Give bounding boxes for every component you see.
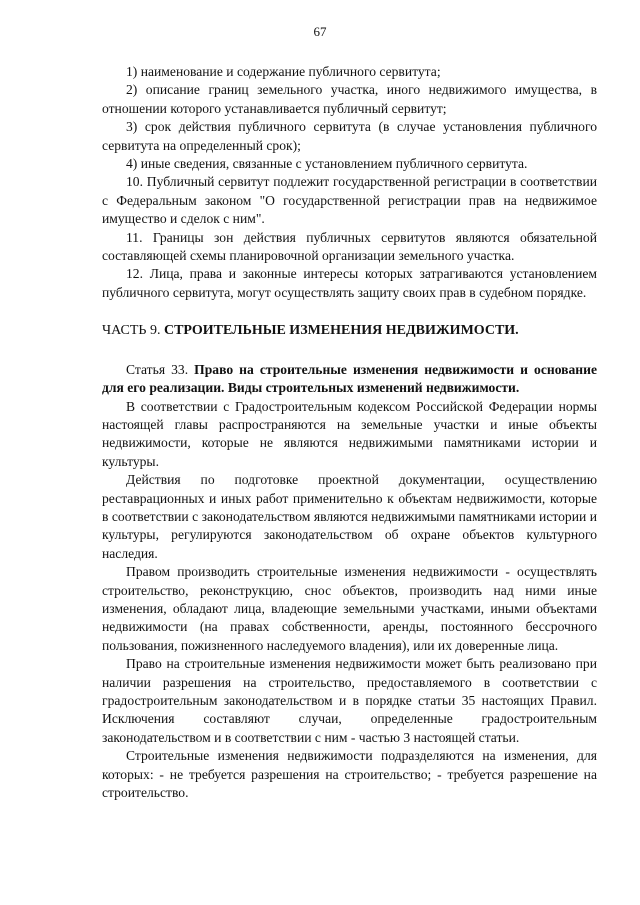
article-paragraph-1: В соответствии с Градостроительным кодексом Российской Федерации нормы настоящей главы распространяются на земельные участки и иные объекты недвижимости, которые не являются недвижимыми памятниками истории и культуры. bbox=[102, 398, 597, 469]
article-paragraph-2: Действия по подготовке проектной документации, осуществлению реставрационных и иных работ применительно к объектам недвижимости, которые в соответствии с законодательством являются недвижимыми памятниками истории и культуры, регулируются законодательством об охране объектов культурного наследия. bbox=[102, 472, 597, 561]
spacer bbox=[102, 341, 597, 361]
document-body bbox=[102, 63, 597, 802]
list-item-other-info: 4) иные сведения, связанные с установлением публичного сервитута. bbox=[126, 156, 528, 172]
article-title: Право на строительные изменения недвижимости и основание для его реализации. Виды строительных изменений недвижимости. bbox=[102, 361, 598, 396]
page-number: 67 bbox=[313, 24, 327, 39]
article-paragraph-5: Строительные изменения недвижимости подразделяются на изменения, для которых: - не требуется разрешения на строительство; - требуется разрешение на строительство. bbox=[102, 748, 597, 801]
article-prefix: Статья 33. bbox=[126, 361, 195, 377]
section-heading bbox=[102, 322, 597, 340]
list-item-term: 3) срок действия публичного сервитута (в случае установления публичного сервитута на определенный срок); bbox=[102, 119, 597, 153]
section-prefix: ЧАСТЬ 9. bbox=[102, 323, 164, 339]
article-paragraph-4: Право на строительные изменения недвижимости может быть реализовано при наличии разрешения на строительство, предоставляемого в соответствии с градостроительным законодательством и в порядке статьи 35 настоящих Правил. Исключения составляют случаи, определенные градостроительным законодательством и в соответствии с ним - частью 3 настоящей статьи. bbox=[102, 656, 597, 745]
section-title: СТРОИТЕЛЬНЫЕ ИЗМЕНЕНИЯ НЕДВИЖИМОСТИ. bbox=[163, 323, 519, 339]
list-item-boundaries: 2) описание границ земельного участка, иного недвижимого имущества, в отношении которого устанавливается публичный сервитут; bbox=[102, 82, 597, 116]
clause-10: 10. Публичный сервитут подлежит государственной регистрации в соответствии с Федеральным законом "О государственной регистрации прав на недвижимое имущество и сделок с ним". bbox=[102, 174, 597, 227]
spacer bbox=[102, 302, 597, 322]
list-item-servitude-name: 1) наименование и содержание публичного сервитута; bbox=[126, 64, 441, 79]
article-paragraph-3: Правом производить строительные изменения недвижимости - осуществлять строительство, реконструкцию, снос объектов, производить над ними иные изменения, обладают лица, владеющие земельными участками, иными объектами недвижимости (на правах собственности, аренды, постоянного бессрочного пользования, пожизненного наследуемого владения), или их доверенные лица. bbox=[102, 564, 597, 653]
clause-12: 12. Лица, права и законные интересы которых затрагиваются установлением публичного сервитута, могут осуществлять защиту своих прав в судебном порядке. bbox=[102, 266, 597, 300]
article-heading bbox=[102, 361, 597, 398]
clause-11: 11. Границы зон действия публичных сервитутов являются обязательной составляющей схемы планировочной организации земельного участка. bbox=[102, 229, 597, 264]
